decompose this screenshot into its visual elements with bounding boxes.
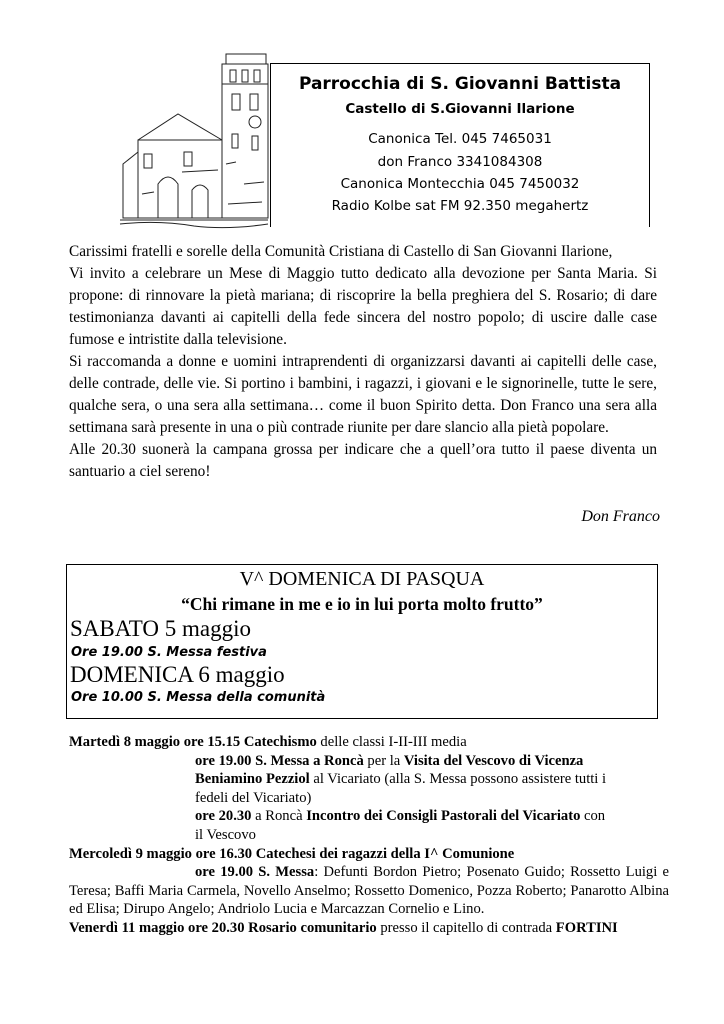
parish-header	[270, 63, 650, 227]
schedule-wednesday: Mercoledì 9 maggio ore 16.30 Catechesi dei ragazzi della I^ Comunione	[69, 845, 515, 862]
church-illustration	[118, 44, 270, 230]
schedule-friday: Venerdì 11 maggio ore 20.30 Rosario comunitario presso il capitello di contrada FORTINI	[69, 919, 618, 936]
signature: Don Franco	[581, 508, 660, 525]
weekly-schedule	[69, 733, 669, 938]
letter-paragraph: Si raccomanda a donne e uomini intraprendenti di organizzarsi davanti ai capitelli delle case, delle contrade, delle vie. Si portino i bambini, i ragazzi, i giovani e le signorinelle, tutte le sere, qualche sera, o una sera alla settimana… come il buon Spirito detta. Don Franco una sera alla settimana sarà presente in una o più contrade riunite per dare slancio alla pietà popolare.	[69, 353, 657, 436]
contact-canonica: Canonica Tel. 045 7465031	[368, 131, 552, 147]
letter-paragraph: Alle 20.30 suonerà la campana grossa per indicare che a quell’ora tutto il paese diventa un santuario a ciel sereno!	[69, 441, 657, 480]
schedule-tuesday-bishop: Beniamino Pezziol al Vicariato (alla S. Messa possono assistere tutti i	[195, 771, 607, 788]
schedule-tuesday-faithful: fedeli del Vicariato)	[195, 789, 312, 806]
letter-paragraph: Carissimi fratelli e sorelle della Comunità Cristiana di Castello di San Giovanni Ilarione,	[69, 243, 613, 260]
sunday-box	[66, 564, 658, 719]
gospel-quote: “Chi rimane in me e io in lui porta molto frutto”	[181, 594, 543, 614]
sunday-title: V^ DOMENICA DI PASQUA	[239, 568, 485, 590]
letter-paragraph: Vi invito a celebrare un Mese di Maggio tutto dedicato alla devozione per Santa Maria. Si propone: di rinnovare la pietà mariana; di riscoprire la bella preghiera del S. Rosario; di dare testimonianza davanti ai capitelli della fede sincera del nostro popolo; di uscire dalle case fumose e intristite dalla televisione.	[69, 265, 657, 348]
contact-don-franco: don Franco 3341084308	[377, 154, 543, 170]
sunday-heading: DOMENICA 6 maggio	[70, 662, 285, 687]
sunday-mass: Ore 10.00 S. Messa della comunità	[71, 690, 326, 705]
contact-montecchia: Canonica Montecchia 045 7450032	[340, 176, 580, 192]
contact-radio: Radio Kolbe sat FM 92.350 megahertz	[331, 198, 589, 214]
schedule-tuesday: Martedì 8 maggio ore 15.15 Catechismo delle classi I-II-III media	[69, 734, 467, 750]
pastoral-letter	[69, 241, 657, 483]
schedule-tuesday-mass: ore 19.00 S. Messa a Roncà per la Visita del Vescovo di Vicenza	[195, 752, 584, 769]
schedule-tuesday-meeting: ore 20.30 a Roncà Incontro dei Consigli Pastorali del Vicariato con	[195, 808, 606, 825]
saturday-mass: Ore 19.00 S. Messa festiva	[71, 645, 267, 660]
parish-subtitle: Castello di S.Giovanni Ilarione	[345, 101, 575, 117]
schedule-wednesday-mass: ore 19.00 S. Messa: Defunti Bordon Pietro; Posenato Guido; Rossetto Luigi e Teresa; Baffi Maria Carmela, Novello Anselmo; Rossetto Domenico, Pozza Roberto; Panarotto Albina ed Elisa; Dirupo Angelo; Andriolo Lucia e Marcazzan Cornelio e Lino.	[69, 864, 669, 918]
schedule-tuesday-bishop-end: il Vescovo	[195, 826, 256, 843]
saturday-heading: SABATO 5 maggio	[70, 616, 252, 641]
parish-title: Parrocchia di S. Giovanni Battista	[298, 74, 622, 94]
